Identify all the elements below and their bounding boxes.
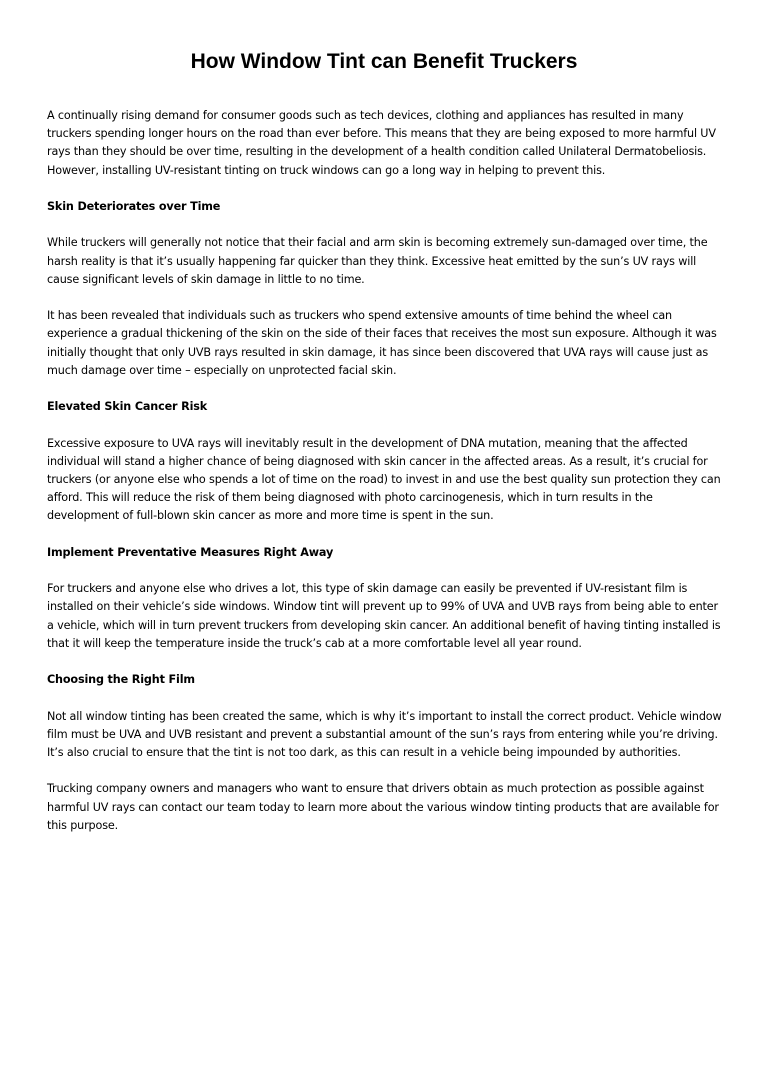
document-body [47,107,727,853]
section-heading-skin-deteriorates: Skin Deteriorates over Time [47,200,221,213]
section-paragraph: Excessive exposure to UVA rays will inevitably result in the development of DNA mutation, meaning that the affected individual will stand a higher chance of being diagnosed with skin cancer in the affected areas. As a result, it’s crucial for truckers (or anyone else who spends a lot of time on the road) to invest in and use the best quality sun protection they can afford. This will reduce the risk of them being diagnosed with photo carcinogenesis, which in turn results in the development of full-blown skin cancer as more and more time is spent in the sun. [47,436,721,523]
section-heading-preventative-measures: Implement Preventative Measures Right Away [47,545,334,559]
section-paragraph: Trucking company owners and managers who want to ensure that drivers obtain as much protection as possible against harmful UV rays can contact our team today to learn more about the various window tinting products that are available for this purpose. [47,782,719,832]
page-title: How Window Tint can Benefit Truckers [190,50,578,73]
section-heading-choosing-film: Choosing the Right Film [47,673,195,687]
section-paragraph: Not all window tinting has been created the same, which is why it’s important to install the correct product. Vehicle window film must be UVA and UVB resistant and prevent a substantial amount of the sun’s rays from entering while you’re driving. It’s also crucial to ensure that the tint is not too dark, as this can result in a vehicle being impounded by authorities. [47,709,722,759]
section-paragraph: For truckers and anyone else who drives a lot, this type of skin damage can easily be prevented if UV-resistant film is installed on their vehicle’s side windows. Window tint will prevent up to 99% of UVA and UVB rays from being able to enter a vehicle, which will in turn prevent truckers from developing skin cancer. An additional benefit of having tinting installed is that it will keep the temperature inside the truck’s cab at a more comfortable level all year round. [47,582,721,650]
section-paragraph: While truckers will generally not notice that their facial and arm skin is becoming extremely sun-damaged over time, the harsh reality is that it’s usually happening far quicker than they think. Excessive heat emitted by the sun’s UV rays will cause significant levels of skin damage in little to no time. [47,236,708,286]
section-heading-skin-cancer-risk: Elevated Skin Cancer Risk [47,400,208,414]
section-paragraph: It has been revealed that individuals such as truckers who spend extensive amounts of time behind the wheel can experience a gradual thickening of the skin on the side of their faces that receives the most sun exposure. Although it was initially thought that only UVB rays resulted in skin damage, it has since been discovered that UVA rays will cause just as much damage over time – especially on unprotected facial skin. [47,309,717,377]
intro-paragraph: A continually rising demand for consumer goods such as tech devices, clothing and appliances has resulted in many truckers spending longer hours on the road than ever before. This means that they are being exposed to more harmful UV rays than they should be over time, resulting in the development of a health condition called Unilateral Dermatobeliosis. However, installing UV-resistant tinting on truck windows can go a long way in helping to prevent this. [47,109,716,177]
